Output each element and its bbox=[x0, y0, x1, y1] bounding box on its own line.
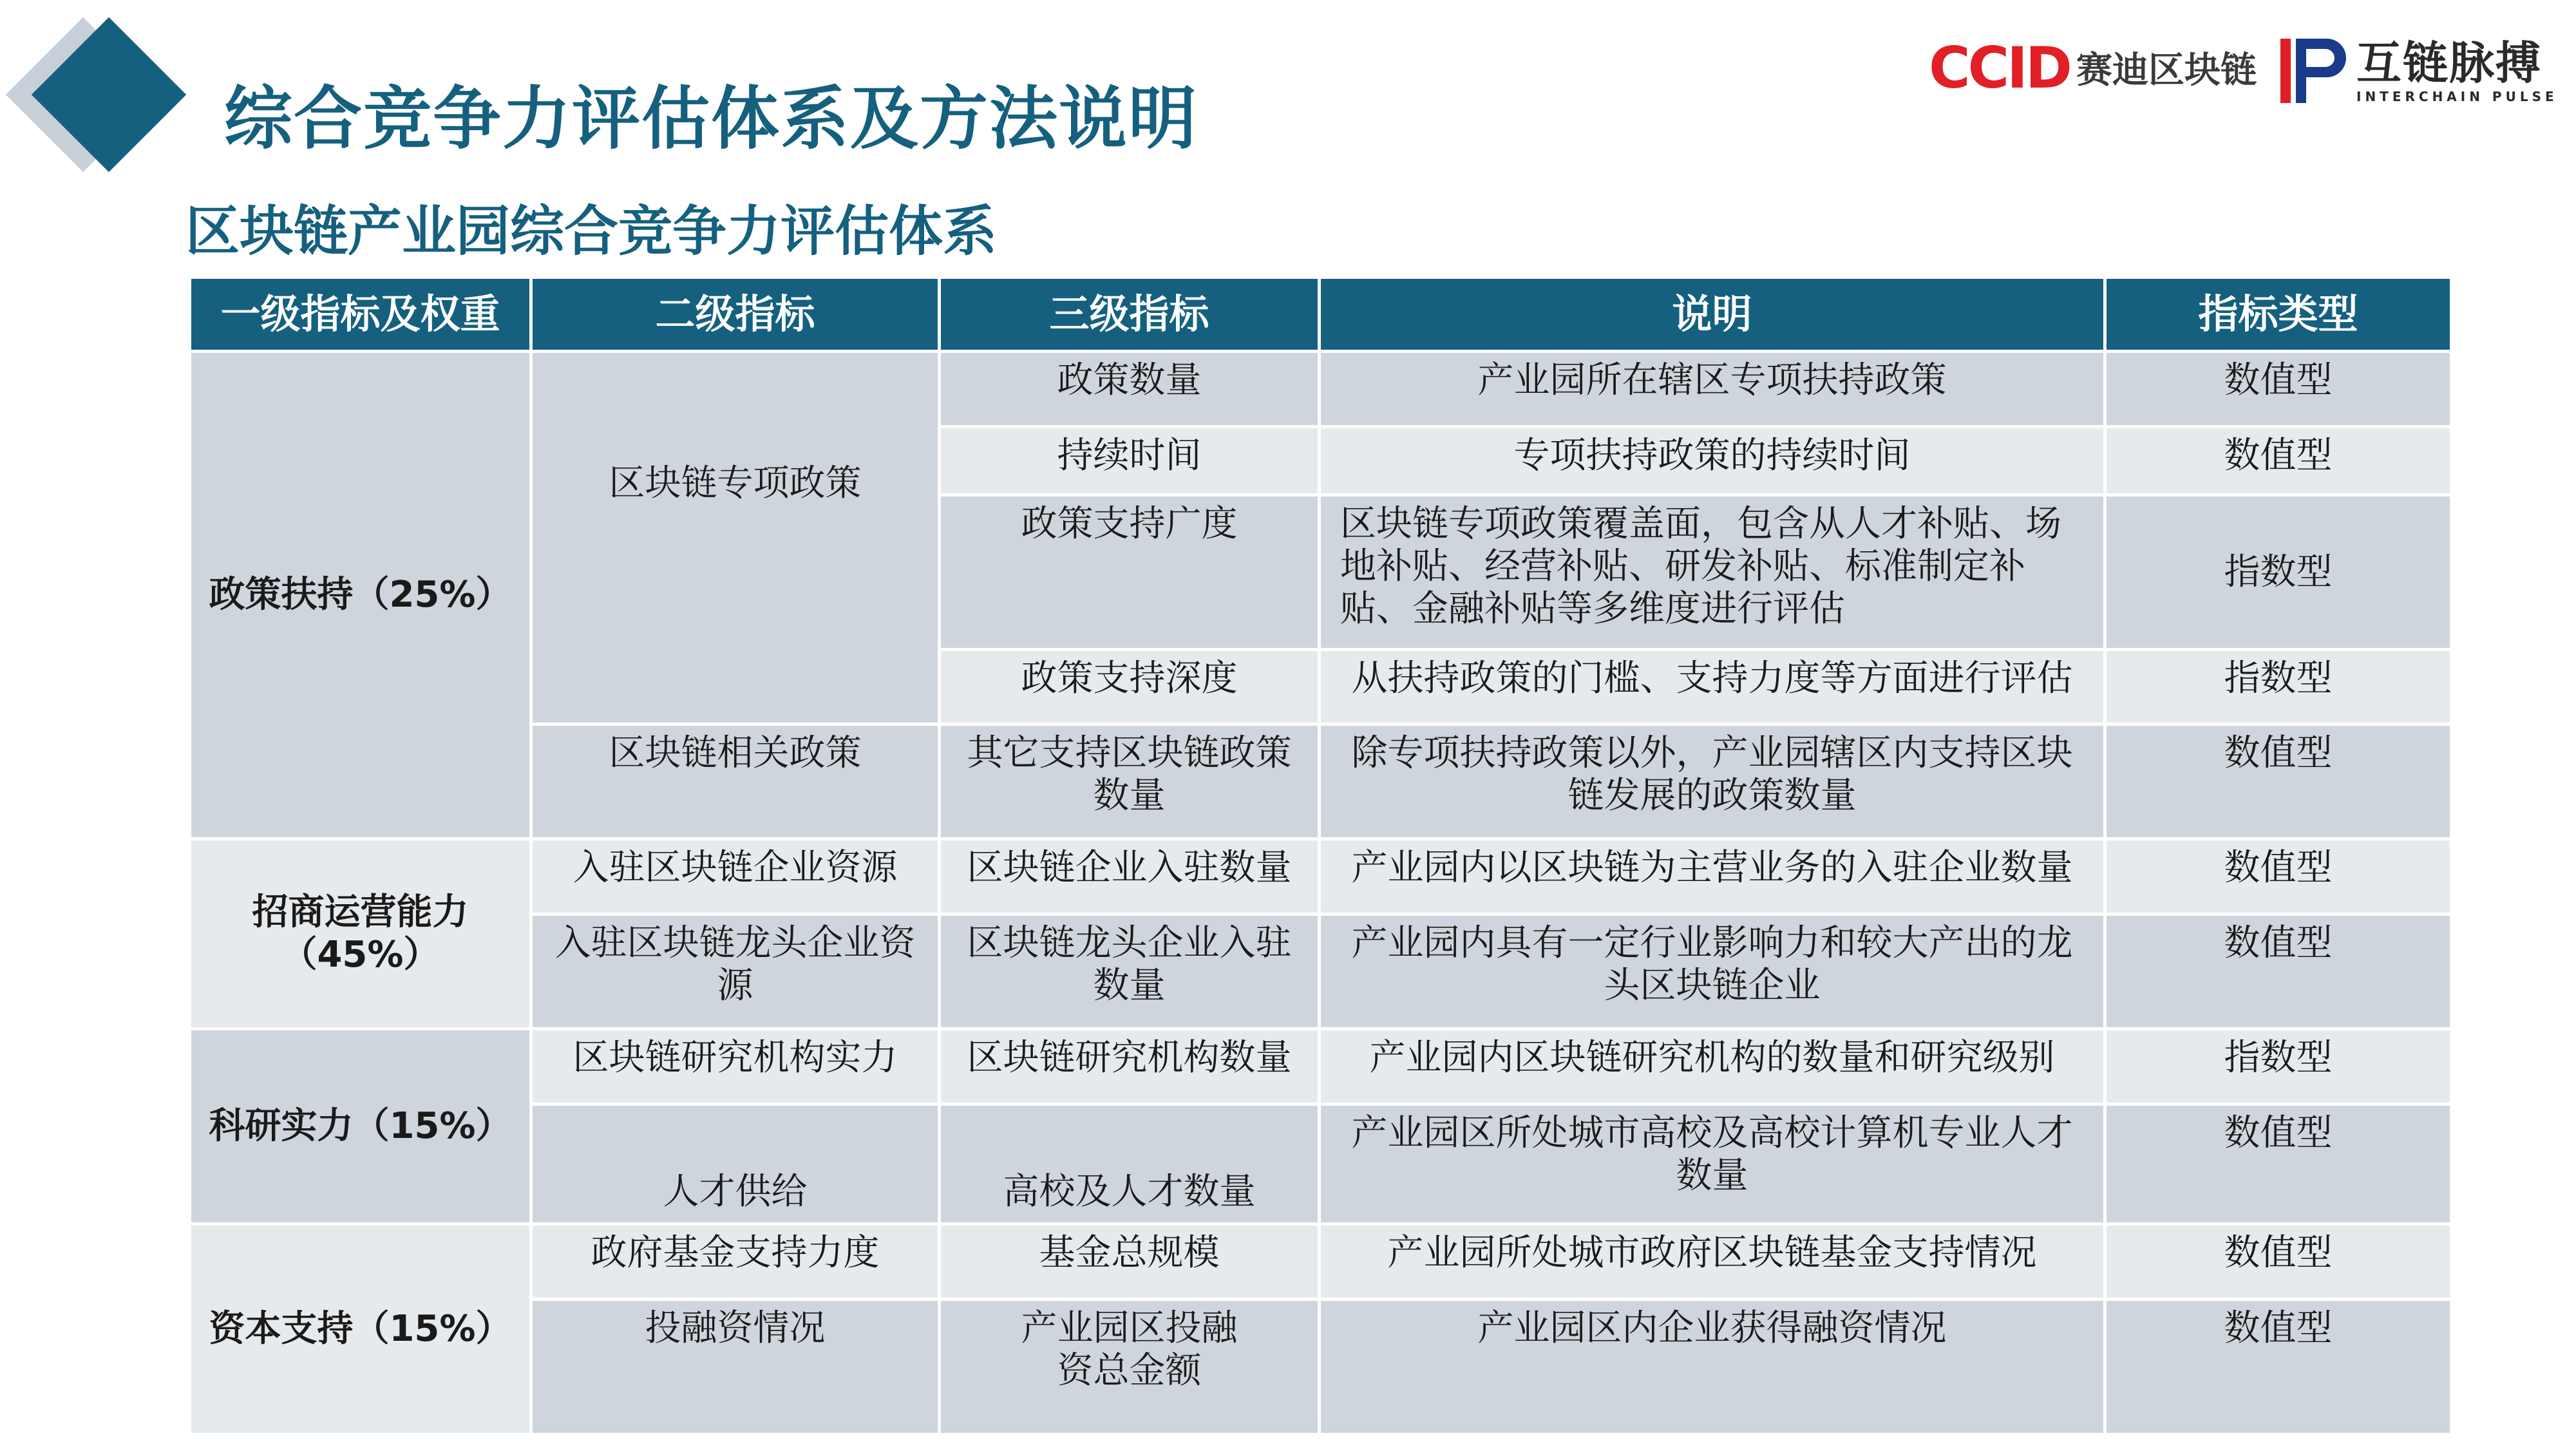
description-cell: 产业园区内企业获得融资情况 bbox=[1320, 1300, 2105, 1435]
level3-cell: 区块链研究机构数量 bbox=[940, 1029, 1320, 1104]
evaluation-table bbox=[188, 276, 2453, 1436]
description-cell: 除专项扶持政策以外，产业园辖区内支持区块链发展的政策数量 bbox=[1320, 724, 2105, 839]
description-cell: 产业园所处城市政府区块链基金支持情况 bbox=[1320, 1224, 2105, 1300]
ccid-logo bbox=[1929, 29, 2257, 106]
interchain-pulse-logo-en: INTERCHAIN PULSE bbox=[2356, 89, 2558, 104]
table-row bbox=[190, 352, 2452, 427]
header-level1: 一级指标及权重 bbox=[190, 278, 531, 352]
level2-label: 区块链专项政策 bbox=[609, 462, 862, 504]
level3-cell: 区块链龙头企业入驻数量 bbox=[940, 914, 1320, 1029]
level2-cell: 政府基金支持力度 bbox=[531, 1224, 940, 1300]
level3-cell: 政策数量 bbox=[940, 352, 1320, 427]
level1-cell-research: 科研实力（15%） bbox=[190, 1029, 531, 1224]
description-cell: 产业园内具有一定行业影响力和较大产出的龙头区块链企业 bbox=[1320, 914, 2105, 1029]
level3-cell: 基金总规模 bbox=[940, 1224, 1320, 1300]
level2-cell: 入驻区块链企业资源 bbox=[531, 839, 940, 914]
type-cell: 数值型 bbox=[2105, 1104, 2452, 1224]
type-cell: 数值型 bbox=[2105, 724, 2452, 839]
section-subtitle: 区块链产业园综合竞争力评估体系 bbox=[185, 200, 998, 263]
level3-cell: 持续时间 bbox=[940, 427, 1320, 495]
table-row bbox=[190, 1029, 2452, 1104]
type-cell: 数值型 bbox=[2105, 839, 2452, 914]
type-cell: 数值型 bbox=[2105, 914, 2452, 1029]
level3-cell bbox=[940, 1300, 1320, 1435]
type-cell: 指数型 bbox=[2105, 650, 2452, 724]
level1-cell-investment bbox=[190, 839, 531, 1029]
level2-cell: 区块链研究机构实力 bbox=[531, 1029, 940, 1104]
header-level2: 二级指标 bbox=[531, 278, 940, 352]
level2-cell: 区块链相关政策 bbox=[531, 724, 940, 839]
description-cell: 产业园区所处城市高校及高校计算机专业人才数量 bbox=[1320, 1104, 2105, 1224]
interchain-pulse-logo-icon bbox=[2277, 32, 2347, 109]
type-cell: 数值型 bbox=[2105, 1300, 2452, 1435]
level3-cell: 政策支持广度 bbox=[940, 495, 1320, 650]
table-header-row bbox=[190, 278, 2452, 352]
level2-cell bbox=[531, 352, 940, 724]
page-title: 综合竞争力评估体系及方法说明 bbox=[224, 79, 1198, 158]
header-type: 指标类型 bbox=[2105, 278, 2452, 352]
ccid-logo-text: 赛迪区块链 bbox=[2076, 50, 2257, 91]
description-cell: 产业园内区块链研究机构的数量和研究级别 bbox=[1320, 1029, 2105, 1104]
level1-label: 招商运营能力（45%） bbox=[252, 891, 469, 976]
type-cell: 指数型 bbox=[2105, 1029, 2452, 1104]
description-cell: 专项扶持政策的持续时间 bbox=[1320, 427, 2105, 495]
level3-cell: 政策支持深度 bbox=[940, 650, 1320, 724]
decorative-diamond-front bbox=[32, 17, 186, 172]
level2-cell: 投融资情况 bbox=[531, 1300, 940, 1435]
header-level3: 三级指标 bbox=[940, 278, 1320, 352]
type-cell: 数值型 bbox=[2105, 352, 2452, 427]
description-cell: 产业园所在辖区专项扶持政策 bbox=[1320, 352, 2105, 427]
table-row bbox=[190, 1224, 2452, 1300]
description-cell: 区块链专项政策覆盖面，包含从人才补贴、场地补贴、经营补贴、研发补贴、标准制定补贴、金融补贴等多维度进行评估 bbox=[1320, 495, 2105, 650]
description-cell: 产业园内以区块链为主营业务的入驻企业数量 bbox=[1320, 839, 2105, 914]
ccid-logo-mark: CCID bbox=[1929, 34, 2070, 101]
type-cell: 数值型 bbox=[2105, 1224, 2452, 1300]
level3-cell: 高校及人才数量 bbox=[940, 1104, 1320, 1224]
level3-cell: 区块链企业入驻数量 bbox=[940, 839, 1320, 914]
level3-label: 产业园区投融资总金额 bbox=[1021, 1307, 1238, 1392]
type-cell: 指数型 bbox=[2105, 495, 2452, 650]
level2-cell: 入驻区块链龙头企业资源 bbox=[531, 914, 940, 1029]
level1-cell-capital: 资本支持（15%） bbox=[190, 1224, 531, 1435]
interchain-pulse-logo-text: 互链脉搏 bbox=[2356, 37, 2542, 90]
type-cell: 数值型 bbox=[2105, 427, 2452, 495]
header-description: 说明 bbox=[1320, 278, 2105, 352]
description-cell: 从扶持政策的门槛、支持力度等方面进行评估 bbox=[1320, 650, 2105, 724]
level2-cell: 人才供给 bbox=[531, 1104, 940, 1224]
table-row bbox=[190, 839, 2452, 914]
level3-cell: 其它支持区块链政策数量 bbox=[940, 724, 1320, 839]
interchain-pulse-logo bbox=[2277, 29, 2558, 113]
level1-cell-policy: 政策扶持（25%） bbox=[190, 352, 531, 839]
